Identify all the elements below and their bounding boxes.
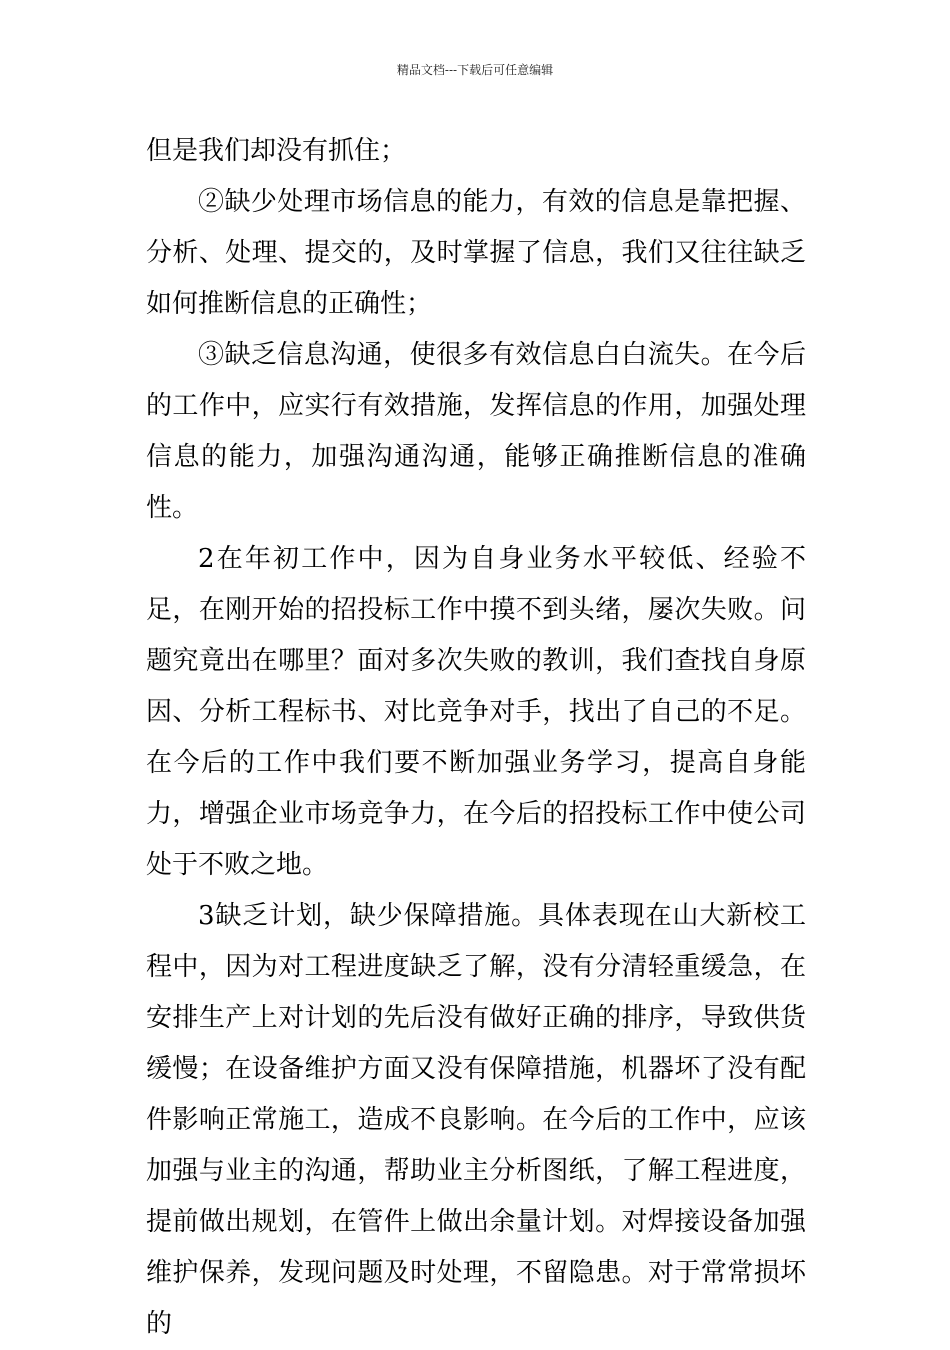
paragraph-continuation: 但是我们却没有抓住； — [146, 136, 407, 166]
paragraph-point-3: 3缺乏计划，缺少保障措施。具体表现在山大新校工程中，因为对工程进度缺乏了解，没有分清轻重缓急，在安排生产上对计划的先后没有做好正确的排序，导致供货缓慢；在设备维护方面又没有保障措施，机器坏了没有配件影响正常施工，造成不良影响。在今后的工作中，应该加强与业主的沟通，帮助业主分析图纸，了解工程进度，提前做出规划，在管件上做出余量计划。对焊接设备加强维护保养，发现问题及时处理，不留隐患。对于常常损坏的 — [146, 901, 806, 1339]
paragraph-item-3: ③缺乏信息沟通，使很多有效信息白白流失。在今后的工作中，应实行有效措施，发挥信息的作用，加强处理信息的能力，加强沟通沟通，能够正确推断信息的准确性。 — [146, 340, 806, 523]
paragraph-point-2: 2在年初工作中，因为自身业务水平较低、经验不足，在刚开始的招投标工作中摸不到头绪，屡次失败。问题究竟出在哪里？面对多次失败的教训，我们查找自身原因、分析工程标书、对比竞争对手，找出了自己的不足。在今后的工作中我们要不断加强业务学习，提高自身能力，增强企业市场竞争力，在今后的招投标工作中使公司处于不败之地。 — [146, 544, 806, 880]
paragraph-item-2: ②缺少处理市场信息的能力，有效的信息是靠把握、分析、处理、提交的，及时掌握了信息，我们又往往缺乏如何推断信息的正确性； — [146, 187, 806, 319]
page-header: 精品文档---下载后可任意编辑 — [396, 63, 554, 77]
document-body — [146, 126, 806, 1350]
